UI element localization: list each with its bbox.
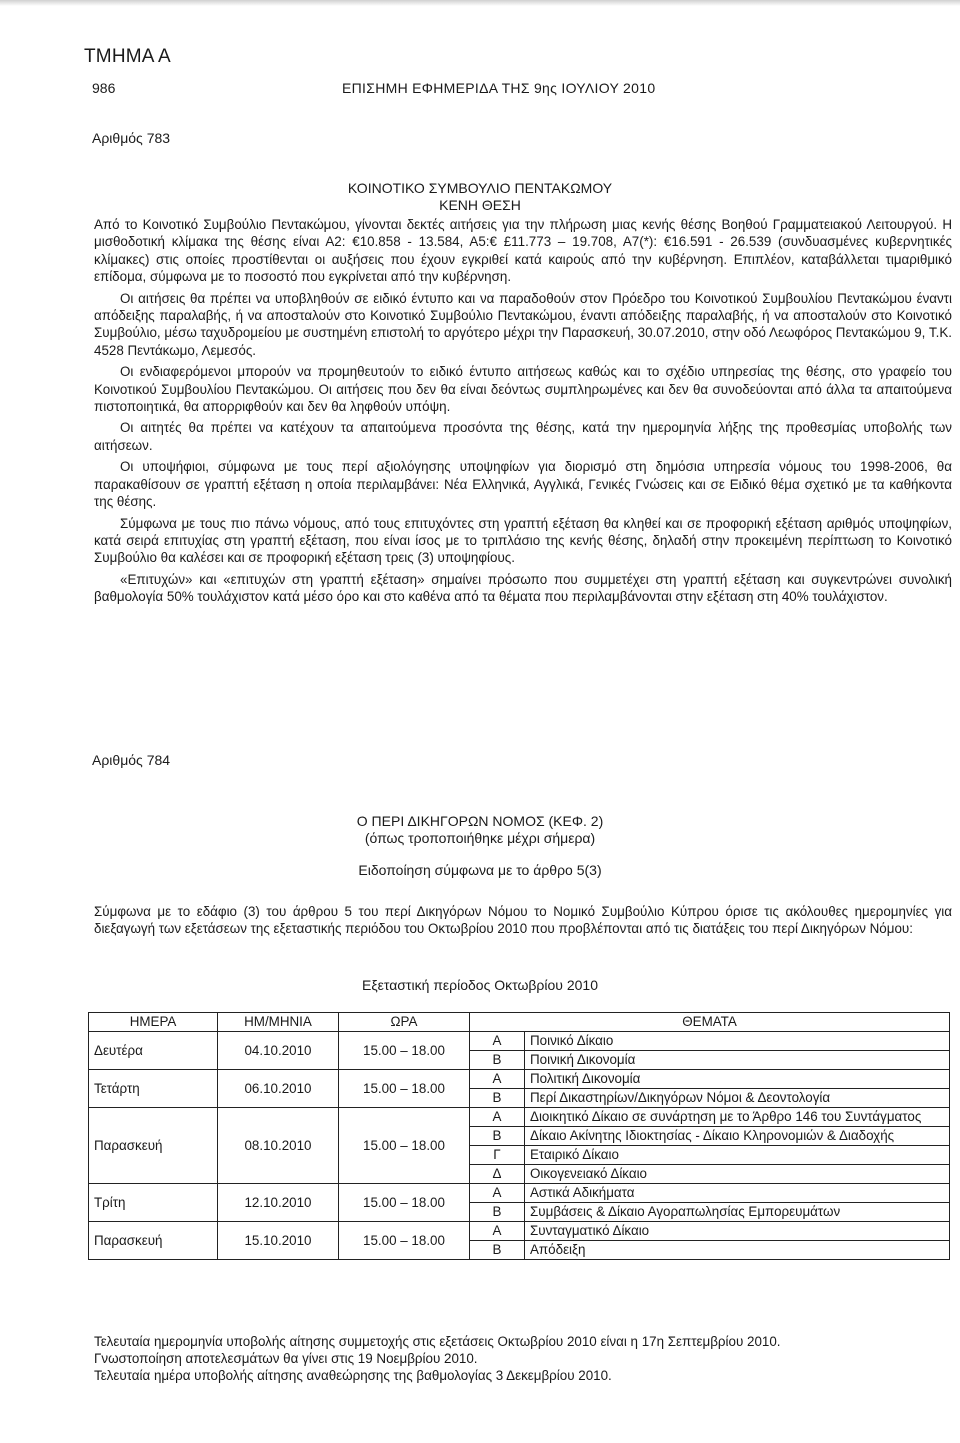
subject-name-cell: Εταιρικό Δίκαιο bbox=[525, 1146, 950, 1165]
gazette-title: ΕΠΙΣΗΜΗ ΕΦΗΜΕΡΙΔΑ ΤΗΣ 9ης ΙΟΥΛΙΟΥ 2010 bbox=[342, 80, 656, 96]
time-cell: 15.00 – 18.00 bbox=[339, 1070, 470, 1108]
notice-783-paragraph: Σύμφωνα με τους πιο πάνω νόμους, από τους επιτυχόντες στη γραπτή εξέταση θα κληθεί και σε προφορική εξέταση αριθμός υποψηφίων, κατά σειρά επιτυχίας στη γραπτή εξέταση, που είναι ίσος με το τριπλάσιο της κενής θέσης, δηλαδή στην προκειμένη περίπτωση το Κοινοτικό Συμβούλιο θα καλέσει και σε προφορική εξέταση τρεις (3) υποψηφίους. bbox=[94, 515, 952, 566]
date-cell: 15.10.2010 bbox=[218, 1222, 339, 1260]
date-cell: 08.10.2010 bbox=[218, 1108, 339, 1184]
subject-name-cell: Ποινική Δικονομία bbox=[525, 1051, 950, 1070]
exam-table-title: Εξεταστική περίοδος Οκτωβρίου 2010 bbox=[362, 977, 598, 993]
page-number: 986 bbox=[92, 80, 116, 96]
footer-line: Γνωστοποίηση αποτελεσμάτων θα γίνει στις 19 Νοεμβρίου 2010. bbox=[94, 1351, 478, 1366]
subject-name-cell: Διοικητικό Δίκαιο σε συνάρτηση με το Άρθρο 146 του Συντάγματος bbox=[525, 1108, 950, 1127]
table-header-row bbox=[89, 1013, 950, 1032]
notice-784-subtitle: (όπως τροποποιήθηκε μέχρι σήμερα) bbox=[364, 830, 596, 846]
notice-783-paragraph: Από το Κοινοτικό Συμβούλιο Πεντακώμου, γίνονται δεκτές αιτήσεις για την πλήρωση μιας κενής θέσης Βοηθού Γραμματειακού Λειτουργού. Η μισθοδοτική κλίμακα της θέσης είναι Α2: €10.858 - 13.584, Α5:€ £11.773 – 19.708, Α7(*): €16.591 - 26.539 (συνδυασμένες κυβερνητικές κλίμακες) στις οποίες προστίθενται οι αυξήσεις που έχουν εγκριθεί κατά καιρούς από την κυβέρνηση. Επιπλέον, καταβάλλεται τιμαριθμικό επίδομα, σύμφωνα με το ποσοστό που εγκρίνεται από την κυβέρνηση. bbox=[94, 217, 952, 285]
subject-code-cell: Β bbox=[470, 1051, 525, 1070]
time-cell: 15.00 – 18.00 bbox=[339, 1032, 470, 1070]
day-cell: Παρασκευή bbox=[89, 1222, 218, 1260]
notice-784-footer bbox=[94, 1333, 952, 1384]
day-cell: Παρασκευή bbox=[89, 1108, 218, 1184]
subject-code-cell: Γ bbox=[470, 1146, 525, 1165]
notice-783-subtitle: ΚΕΝΗ ΘΕΣΗ bbox=[439, 197, 521, 213]
section-heading: ΤΜΗΜΑ Α bbox=[84, 46, 171, 67]
time-cell: 15.00 – 18.00 bbox=[339, 1222, 470, 1260]
date-cell: 12.10.2010 bbox=[218, 1184, 339, 1222]
subject-name-cell: Πολιτική Δικονομία bbox=[525, 1070, 950, 1089]
subject-code-cell: Δ bbox=[470, 1165, 525, 1184]
column-header: ΘΕΜΑΤΑ bbox=[470, 1013, 950, 1032]
subject-name-cell: Απόδειξη bbox=[525, 1241, 950, 1260]
subject-name-cell: Συμβάσεις & Δίκαιο Αγοραπωλησίας Εμπορευμάτων bbox=[525, 1203, 950, 1222]
day-cell: Δευτέρα bbox=[89, 1032, 218, 1070]
notice-783-number: Αριθμός 783 bbox=[92, 130, 171, 146]
subject-code-cell: Α bbox=[470, 1108, 525, 1127]
notice-784-number: Αριθμός 784 bbox=[92, 752, 171, 768]
notice-783-body bbox=[94, 216, 952, 610]
subject-code-cell: Β bbox=[470, 1127, 525, 1146]
notice-783-paragraph: Οι αιτήσεις θα πρέπει να υποβληθούν σε ειδικό έντυπο και να παραδοθούν στον Πρόεδρο του Κοινοτικού Συμβουλίου Πεντακώμου έναντι απόδειξης παραλαβής, ή να αποσταλούν στο Κοινοτικό Συμβούλιο Πεντακώμου, έναντι απόδειξης παραλαβής, ή να αποσταλούν στο Κοινοτικό Συμβούλιο, μέσω ταχυδρομείου με συστημένη επιστολή το αργότερο μέχρι την Παρασκευή, 30.07.2010, στην οδό Λεωφόρος Πεντακώμου 9, Τ.Κ. 4528 Πεντάκωμο, Λεμεσός. bbox=[94, 290, 952, 358]
subject-name-cell: Δίκαιο Ακίνητης Ιδιοκτησίας - Δίκαιο Κληρονομιών & Διαδοχής bbox=[525, 1127, 950, 1146]
notice-784-title: Ο ΠΕΡΙ ΔΙΚΗΓΟΡΩΝ ΝΟΜΟΣ (ΚΕΦ. 2) bbox=[356, 813, 604, 829]
day-cell: Τρίτη bbox=[89, 1184, 218, 1222]
subject-name-cell: Συνταγματικό Δίκαιο bbox=[525, 1222, 950, 1241]
scan-edge bbox=[0, 0, 960, 6]
notice-784-body bbox=[94, 903, 952, 942]
table-row bbox=[89, 1222, 950, 1241]
column-header: ΗΜΕΡΑ bbox=[89, 1013, 218, 1032]
exam-schedule-table bbox=[88, 1012, 950, 1260]
subject-name-cell: Περί Δικαστηρίων/Δικηγόρων Νόμοι & Δεοντολογία bbox=[525, 1089, 950, 1108]
table-row bbox=[89, 1184, 950, 1203]
notice-783-paragraph: Οι υποψήφιοι, σύμφωνα με τους περί αξιολόγησης υποψηφίων για διορισμό στη δημόσια υπηρεσία νόμους του 1998-2006, θα παρακαθίσουν σε γραπτή εξέταση η οποία περιλαμβάνει: Νέα Ελληνικά, Αγγλικά, Γενικές Γνώσεις και σε Ειδικό θέμα σχετικό με τα καθήκοντα της θέσης. bbox=[94, 459, 952, 510]
notice-784-paragraph: Σύμφωνα με το εδάφιο (3) του άρθρου 5 του περί Δικηγόρων Νόμου το Νομικό Συμβούλιο Κύπρου όρισε τις ακόλουθες ημερομηνίες για διεξαγωγή των εξετάσεων της εξεταστικής περιόδου του Οκτωβρίου 2010 που προβλέπονται από τις διατάξεις του περί Δικηγόρων Νόμου: bbox=[94, 904, 952, 937]
column-header: ΩΡΑ bbox=[339, 1013, 470, 1032]
notice-783-title: ΚΟΙΝΟΤΙΚΟ ΣΥΜΒΟΥΛΙΟ ΠΕΝΤΑΚΩΜΟΥ bbox=[347, 180, 613, 196]
notice-783-paragraph: «Επιτυχών» και «επιτυχών στη γραπτή εξέταση» σημαίνει πρόσωπο που συμμετέχει στη γραπτή εξέταση και συγκεντρώνει συνολική βαθμολογία 50% τουλάχιστον κατά μέσο όρο και στο καθένα από τα θέματα που περιλαμβάνονται στην εξέταση στη 40% τουλάχιστον. bbox=[94, 571, 952, 605]
subject-code-cell: Β bbox=[470, 1089, 525, 1108]
date-cell: 04.10.2010 bbox=[218, 1032, 339, 1070]
footer-line: Τελευταία ημέρα υποβολής αίτησης αναθεώρησης της βαθμολογίας 3 Δεκεμβρίου 2010. bbox=[94, 1368, 612, 1383]
table-row bbox=[89, 1032, 950, 1051]
day-cell: Τετάρτη bbox=[89, 1070, 218, 1108]
table-row bbox=[89, 1070, 950, 1089]
time-cell: 15.00 – 18.00 bbox=[339, 1184, 470, 1222]
subject-code-cell: Β bbox=[470, 1203, 525, 1222]
subject-code-cell: Β bbox=[470, 1241, 525, 1260]
subject-code-cell: Α bbox=[470, 1184, 525, 1203]
notice-783-paragraph: Οι ενδιαφερόμενοι μπορούν να προμηθευτούν το ειδικό έντυπο αιτήσεως καθώς και το σχέδιο υπηρεσίας της θέσης, στο γραφείο του Κοινοτικού Συμβουλίου Πεντακώμου. Οι αιτήσεις που δεν θα είναι δεόντως συμπληρωμένες και δεν θα συνοδεύονται από άλλα τα απαιτούμενα πιστοποιητικά, θα απορριφθούν και δεν θα ληφθούν υπόψη. bbox=[94, 364, 952, 415]
table-body bbox=[89, 1032, 950, 1260]
date-cell: 06.10.2010 bbox=[218, 1070, 339, 1108]
column-header: ΗΜ/ΜΗΝΙΑ bbox=[218, 1013, 339, 1032]
time-cell: 15.00 – 18.00 bbox=[339, 1108, 470, 1184]
subject-code-cell: Α bbox=[470, 1070, 525, 1089]
table-row bbox=[89, 1108, 950, 1127]
subject-code-cell: Α bbox=[470, 1032, 525, 1051]
footer-line: Τελευταία ημερομηνία υποβολής αίτησης συμμετοχής στις εξετάσεις Οκτωβρίου 2010 είναι η 17η Σεπτεμβρίου 2010. bbox=[94, 1334, 781, 1349]
notice-783-paragraph: Οι αιτητές θα πρέπει να κατέχουν τα απαιτούμενα προσόντα της θέσης, κατά την ημερομηνία λήξης της προθεσμίας υποβολής των αιτήσεων. bbox=[94, 420, 952, 453]
subject-name-cell: Ποινικό Δίκαιο bbox=[525, 1032, 950, 1051]
subject-code-cell: Α bbox=[470, 1222, 525, 1241]
subject-name-cell: Αστικά Αδικήματα bbox=[525, 1184, 950, 1203]
notice-784-heading: Ειδοποίηση σύμφωνα με το άρθρο 5(3) bbox=[358, 862, 602, 878]
subject-name-cell: Οικογενειακό Δίκαιο bbox=[525, 1165, 950, 1184]
